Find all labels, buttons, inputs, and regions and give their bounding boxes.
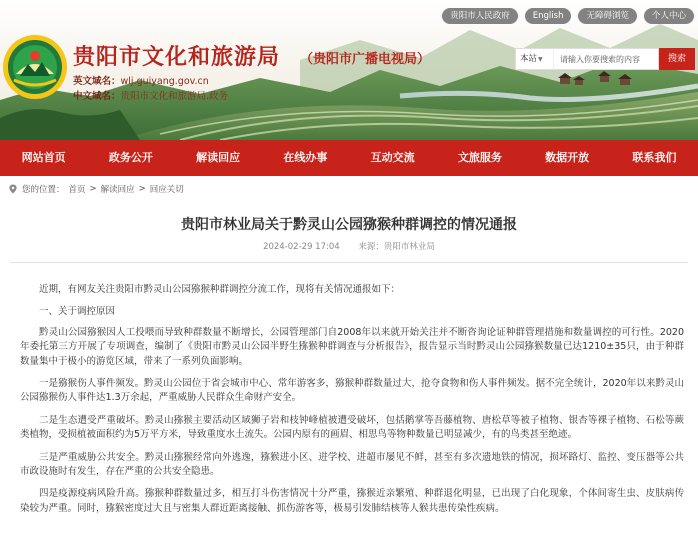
city-government-link[interactable]: 贵阳市人民政府 [442,8,518,24]
breadcrumb-label: 您的位置： [22,185,65,195]
location-pin-icon [8,184,18,194]
english-domain [73,73,209,87]
chinese-domain-value: 贵阳市文化和旅游局.政务 [120,91,229,102]
chevron-down-icon: ▼ [538,56,543,63]
nav-interaction[interactable]: 互动交流 [370,151,415,164]
user-center-link[interactable]: 个人中心 [644,8,694,24]
article-paragraph: 黔灵山公园猕猴因人工投喂而导致种群数量不断增长，公园管理部门自2008年以来就开始关注并不断咨询论证种群管理措施和数量调控的可行性。2020年委托第三方开展了专项调查，编制了《贵阳市黔灵山公园半野生猕猴种群调查与分析报告》，报告显示当时黔灵山公园猕猴数量已达1210±35只，由于种群数量集中于极小的游览区域，带来了一系列负面影响。 [20,326,684,367]
nav-home[interactable]: 网站首页 [21,151,66,164]
search-scope-label: 本站 [520,54,538,64]
english-domain-label: 英文域名： [73,76,121,87]
search-scope-select[interactable] [515,48,553,70]
article-body [20,283,684,524]
accessibility-link[interactable]: 无障碍浏览 [578,8,637,24]
article-paragraph: 三是严重威胁公共安全。黔灵山猕猴经常向外逃逸，猕猴进小区、进学校、进超市屡见不鲜，甚至有多次遗地铁的情况，损坏路灯、监控、变压器等公共市政设施时有发生，存在严重的公共安全隐患。 [20,451,684,478]
nav-open-data[interactable]: 数据开放 [545,151,590,164]
breadcrumb-separator: > [138,184,146,194]
breadcrumb [8,183,184,195]
chinese-domain-label: 中文域名： [73,91,121,102]
breadcrumb-interpretation[interactable]: 解读回应 [100,185,135,195]
breadcrumb-separator: > [89,184,97,194]
breadcrumb-home[interactable]: 首页 [68,185,86,195]
nav-interpretation[interactable]: 解读回应 [196,151,241,164]
nav-government-affairs[interactable]: 政务公开 [108,151,153,164]
article-source: 来源：贵阳市林业局 [358,242,435,252]
article-paragraph: 近期，有网友关注贵阳市黔灵山公园猕猴种群调控分流工作，现将有关情况通报如下： [39,284,401,295]
site-title[interactable]: 贵阳市文化和旅游局 [73,44,281,70]
english-link[interactable]: English [525,8,572,24]
article-paragraph: 一是猕猴伤人事件频发。黔灵山公园位于省会城市中心、常年游客多，猕猴种群数量过大，抢夺食物和伤人事件频发。据不完全统计，2020年以来黔灵山公园猕猴伤人事件达1.3万余起，严重威胁人民群众生命财产安全。 [20,378,684,404]
section-heading: 一、关于调控原因 [39,306,116,318]
search-button[interactable]: 搜索 [659,48,695,70]
nav-contact[interactable]: 联系我们 [632,151,677,164]
site-subtitle: （贵阳市广播电视局） [300,52,431,67]
nav-online-services[interactable]: 在线办事 [283,151,328,164]
site-banner [0,0,698,140]
breadcrumb-concerns[interactable]: 回应关切 [149,185,184,195]
article-date: 2024-02-29 17:04 [263,242,340,252]
chinese-domain [73,88,228,102]
nav-tourism-services[interactable]: 文旅服务 [457,151,502,164]
article-title: 贵阳市林业局关于黔灵山公园猕猴种群调控的情况通报 [181,217,517,233]
bureau-emblem-icon [2,34,68,100]
article-paragraph: 四是疫源疫病风险升高。猕猴种群数量过多，相互打斗伤害情况十分严重，猕猴近亲繁殖、种群退化明显，已出现了白化现象，个体间寄生虫、皮肤病传染较为严重。同时，猕猴密度过大且与密集人群近距离接触、抓伤游客等，极易引发肺结核等人猴共患传染性疾病。 [20,488,684,514]
search-input[interactable] [553,48,659,70]
english-domain-value: wlj.guiyang.gov.cn [120,76,209,87]
main-nav [0,140,698,176]
title-divider [10,262,688,263]
search-bar [515,48,695,70]
article-paragraph: 二是生态遭受严重破坏。黔灵山猕猴主要活动区域狮子岩和枝钟峰植被遭受破坏，包括鹅掌等吾藤植物、唐松草等被子植物、银杏等裸子植物、石松等蕨类植物，受损植被面积约为5万平方米，导致重度水土流失。公园内原有的画眉、相思鸟等物种数量已明显减少，有的鸟类甚至绝迹。 [20,414,684,441]
top-links [442,8,694,24]
article-meta [0,240,698,252]
